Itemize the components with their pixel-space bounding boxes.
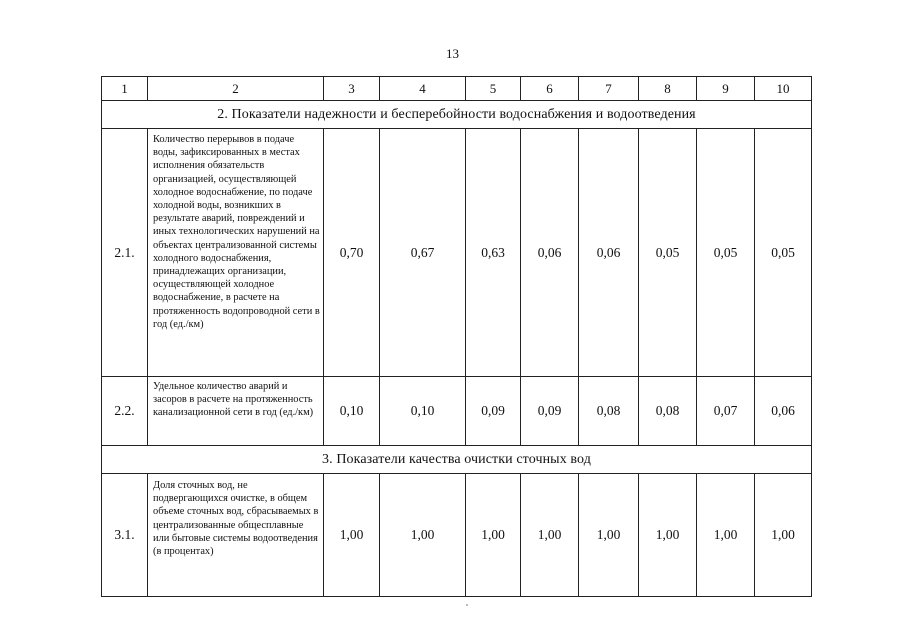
value-cell: 1,00	[324, 474, 380, 597]
table-row	[102, 474, 812, 597]
row-index: 3.1.	[102, 474, 148, 597]
value-cell: 1,00	[755, 474, 812, 597]
header-cell-col-4: 4	[380, 77, 466, 101]
row-index: 2.1.	[102, 129, 148, 377]
value-cell: 0,09	[466, 377, 521, 446]
header-cell-col-5: 5	[466, 77, 521, 101]
page-number: 13	[446, 46, 459, 61]
value-cell: 0,05	[639, 129, 697, 377]
value-cell: 0,63	[466, 129, 521, 377]
section-header-row	[102, 101, 812, 129]
value-cell: 0,05	[755, 129, 812, 377]
row-index: 2.2.	[102, 377, 148, 446]
value-cell: 0,10	[380, 377, 466, 446]
value-cell: 1,00	[579, 474, 639, 597]
value-cell: 1,00	[639, 474, 697, 597]
value-cell: 1,00	[380, 474, 466, 597]
value-cell: 0,05	[697, 129, 755, 377]
header-cell-col-7: 7	[579, 77, 639, 101]
table-row	[102, 129, 812, 377]
value-cell: 1,00	[521, 474, 579, 597]
value-cell: 0,07	[697, 377, 755, 446]
value-cell: 0,67	[380, 129, 466, 377]
value-cell: 1,00	[697, 474, 755, 597]
value-cell: 0,08	[579, 377, 639, 446]
section-title-reliability: 2. Показатели надежности и бесперебойности водоснабжения и водоотведения	[102, 101, 812, 129]
table-row	[102, 377, 812, 446]
value-cell: 0,06	[521, 129, 579, 377]
header-cell-col-6: 6	[521, 77, 579, 101]
scan-speck	[466, 604, 468, 606]
value-cell: 0,70	[324, 129, 380, 377]
value-cell: 1,00	[466, 474, 521, 597]
section-title-wastewater-quality: 3. Показатели качества очистки сточных вод	[102, 446, 812, 474]
table-header-row	[102, 77, 812, 101]
value-cell: 0,09	[521, 377, 579, 446]
value-cell: 0,08	[639, 377, 697, 446]
value-cell: 0,06	[755, 377, 812, 446]
value-cell: 0,06	[579, 129, 639, 377]
section-header-row	[102, 446, 812, 474]
indicators-table	[101, 76, 812, 597]
header-cell-col-8: 8	[639, 77, 697, 101]
header-cell-col-3: 3	[324, 77, 380, 101]
header-cell-col-9: 9	[697, 77, 755, 101]
row-description: Количество перерывов в подаче воды, зафиксированных в местах исполнения обязательств организацией, осуществляющей холодное водоснабжение, по подаче холодной воды, возникших в результате аварий, повреждений и иных технологических нарушений на объектах централизованной системы холодного водоснабжения, принадлежащих организации, осуществляющей холодное водоснабжение, в расчете на протяженность водопроводной сети в год (ед./км)	[148, 129, 324, 377]
header-cell-col-1: 1	[102, 77, 148, 101]
header-cell-col-10: 10	[755, 77, 812, 101]
row-description: Удельное количество аварий и засоров в расчете на протяженность канализационной сети в год (ед./км)	[148, 377, 324, 446]
value-cell: 0,10	[324, 377, 380, 446]
header-cell-col-2: 2	[148, 77, 324, 101]
row-description: Доля сточных вод, не подвергающихся очистке, в общем объеме сточных вод, сбрасываемых в централизованные общесплавные или бытовые системы водоотведения (в процентах)	[148, 474, 324, 597]
